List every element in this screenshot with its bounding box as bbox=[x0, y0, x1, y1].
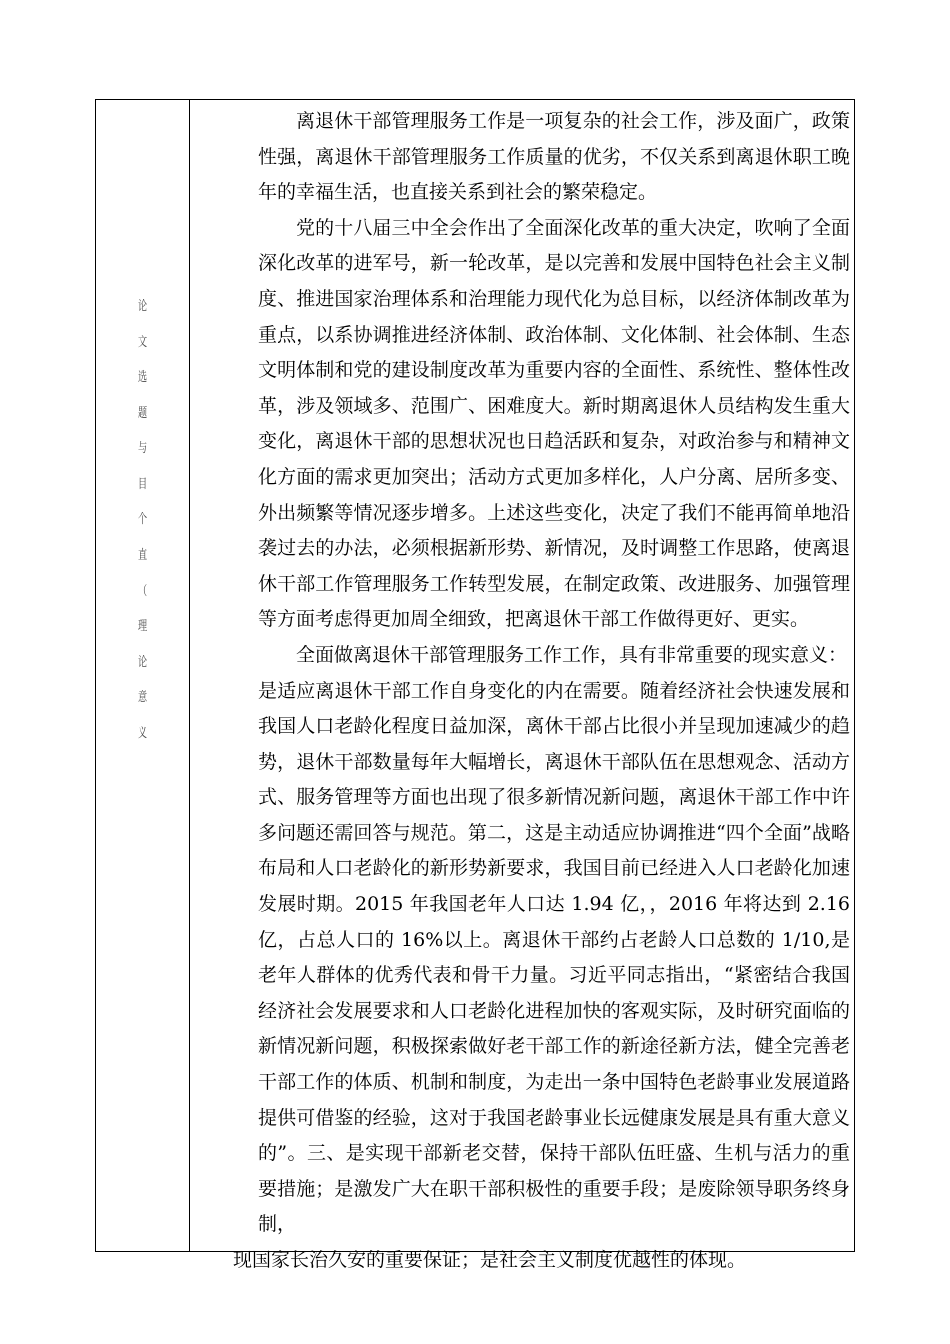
side-label-char: 与 bbox=[138, 441, 148, 457]
side-label bbox=[96, 300, 190, 740]
form-table bbox=[95, 99, 855, 1271]
side-label-char: 论 bbox=[138, 299, 148, 314]
side-label-char: 意 bbox=[138, 690, 148, 706]
side-label-char: 题 bbox=[138, 405, 148, 421]
paragraph: 是适应离退休干部工作自身变化的内在需要。随着经济社会快速发展和我国人口老龄化程度日益加深，离休干部占比很小并呈现加速减少的趋势，退休干部数量每年大幅增长，离退休干部队伍在思想观念、活动方式、服务管理等方面也出现了很多新情况新问题，离退休干部工作中许多问题还需回答与规范。第二，这是主动适应协调推进“四个全面”战略布局和人口老龄化的新形势新要求，我国目前已经进入人口老龄化加速发展时期。2015 年我国老年人口达 1.94 亿，，2016 年将达到 2.16 亿，占总人口的 16%以上。离退休干部约占老龄人口总数的 1/10,是老年人群体的优秀代表和骨干力量。习近平同志指出，“紧密结合我国经济社会发展要求和人口老龄化进程加快的客观实际，及时研究面临的新情况新问题，积极探索做好老干部工作的新途径新方法，健全完善老干部工作的体质、机制和制度，为走出一条中国特色老龄事业发展道路提供可借鉴的经验，这对于我国老龄事业长远健康发展是具有重大意义的”。三、是实现干部新老交替，保持干部队伍旺盛、生机与活力的重要措施；是激发广大在职干部积极性的重要手段；是废除领导职务终身制， bbox=[258, 679, 850, 1236]
side-label-char: （ bbox=[138, 583, 148, 599]
paragraph: 党的十八届三中全会作出了全面深化改革的重大决定，吹响了全面深化改革的进军号，新一轮改革，是以完善和发展中国特色社会主义制度、推进国家治理体系和治理能力现代化为总目标，以经济体制改革为重点，以系协调推进经济体制、政治体制、文化体制、社会体制、生态文明体制和党的建设制度改革为重要内容的全面性、系统性、整体性改革，涉及领域多、范围广、困难度大。新时期离退休人员结构发生重大变化，离退休干部的思想状况也日趋活跃和复杂，对政治参与和精神文化方面的需求更加突出；活动方式更加多样化，人户分离、居所多变、外出频繁等情况逐步增多。上述这些变化，决定了我们不能再简单地沿袭过去的办法，必须根据新形势、新情况，及时调整工作思路，使离退休干部工作管理服务工作转型发展，在制定政策、改进服务、加强管理等方面考虑得更加周全细致，把离退休干部工作做得更好、更实。 bbox=[258, 216, 850, 631]
side-label-char: 理 bbox=[138, 619, 148, 635]
content-cell bbox=[233, 104, 850, 1279]
paragraph: 全面做离退休干部管理服务工作工作，具有非常重要的现实意义： bbox=[296, 643, 848, 666]
paragraph: 现国家长治久安的重要保证；是社会主义制度优越性的体现。 bbox=[233, 1249, 747, 1271]
paragraph: 离退休干部管理服务工作是一项复杂的社会工作，涉及面广，政策性强，离退休干部管理服务工作质量的优劣，不仅关系到离退休职工晚年的幸福生活，也直接关系到社会的繁荣稳定。 bbox=[258, 110, 850, 204]
side-label-char: 选 bbox=[138, 370, 148, 386]
side-label-char: 论 bbox=[138, 654, 148, 670]
side-label-cell bbox=[96, 100, 190, 1251]
side-label-char: 目 bbox=[138, 476, 148, 492]
side-label-char: 义 bbox=[138, 725, 148, 741]
side-label-char: 个 bbox=[138, 512, 148, 528]
side-label-char: 文 bbox=[138, 334, 148, 350]
side-label-char: 直 bbox=[138, 548, 148, 564]
